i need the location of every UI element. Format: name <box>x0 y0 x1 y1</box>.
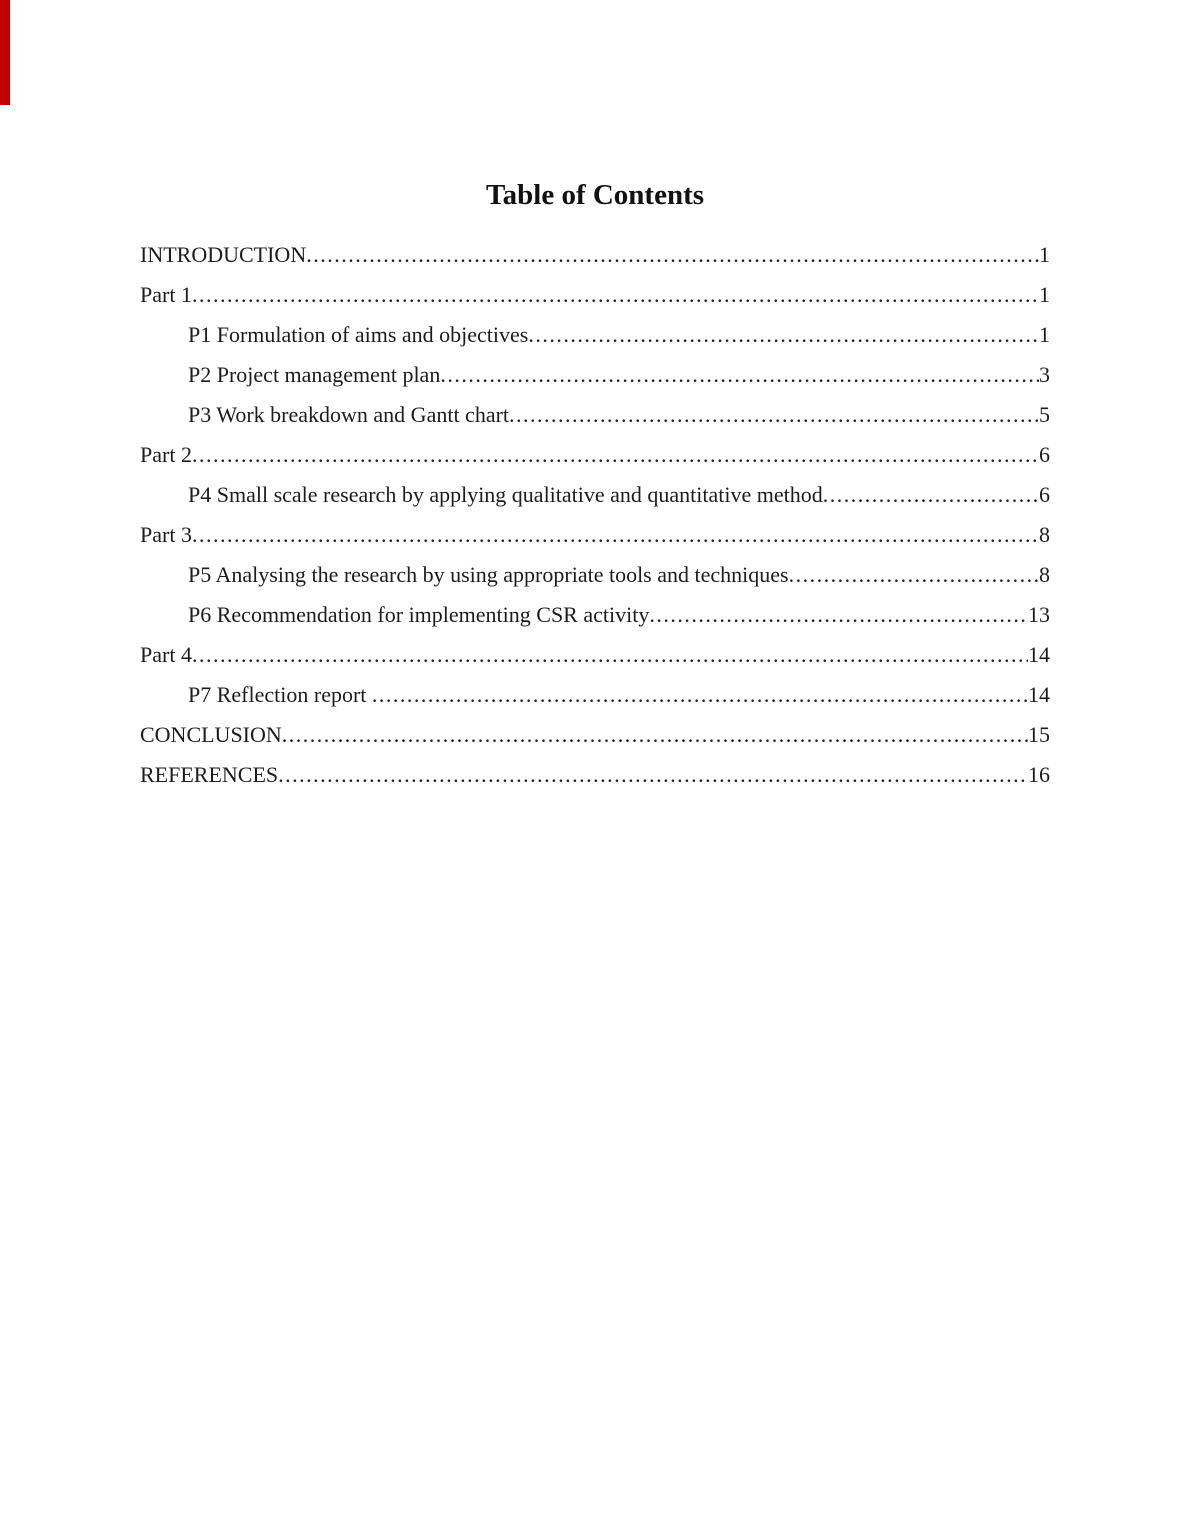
toc-page-number: 6 <box>1039 442 1050 468</box>
toc-page-number: 3 <box>1039 362 1050 388</box>
toc-entry[interactable] <box>140 715 1050 755</box>
toc-entry[interactable] <box>140 315 1050 355</box>
toc-entry-label: P4 Small scale research by applying qualitative and quantitative method <box>188 482 823 508</box>
toc-dot-leader <box>823 475 1039 515</box>
toc-dot-leader <box>282 715 1028 755</box>
toc-page-number: 8 <box>1039 522 1050 548</box>
toc-entry-label: INTRODUCTION <box>140 242 307 268</box>
toc-entry-label: CONCLUSION <box>140 722 282 748</box>
toc-page-number: 5 <box>1039 402 1050 428</box>
toc-dot-leader <box>509 395 1039 435</box>
toc-page-number: 1 <box>1039 282 1050 308</box>
toc-entry-label: Part 1 <box>140 282 192 308</box>
toc-page-number: 1 <box>1039 322 1050 348</box>
toc-entry-label: P7 Reflection report <box>188 682 372 708</box>
toc-dot-leader <box>440 355 1039 395</box>
toc-entry-label: P5 Analysing the research by using appropriate tools and techniques <box>188 562 789 588</box>
toc-entry-label: P1 Formulation of aims and objectives <box>188 322 529 348</box>
toc-entry[interactable] <box>140 235 1050 275</box>
toc-page-number: 14 <box>1028 682 1050 708</box>
toc-entry-label: P3 Work breakdown and Gantt chart <box>188 402 510 428</box>
toc-entry[interactable] <box>140 675 1050 715</box>
toc-entry-label: Part 2 <box>140 442 192 468</box>
toc-entry[interactable] <box>140 435 1050 475</box>
toc-dot-leader <box>528 315 1039 355</box>
toc-entry-label: P2 Project management plan <box>188 362 441 388</box>
toc-dot-leader <box>192 275 1039 315</box>
toc-entry-label: P6 Recommendation for implementing CSR activity <box>188 602 650 628</box>
toc-entry[interactable] <box>140 475 1050 515</box>
left-edge-marker <box>0 0 10 105</box>
toc-entry[interactable] <box>140 395 1050 435</box>
toc-entry[interactable] <box>140 755 1050 795</box>
toc-dot-leader <box>649 595 1028 635</box>
toc-entry[interactable] <box>140 515 1050 555</box>
toc-dot-leader <box>278 755 1028 795</box>
toc-entry[interactable] <box>140 595 1050 635</box>
toc-entry-label: Part 4 <box>140 642 192 668</box>
toc-page-number: 6 <box>1039 482 1050 508</box>
toc-entry[interactable] <box>140 275 1050 315</box>
page-title: Table of Contents <box>485 179 705 212</box>
toc-dot-leader <box>192 635 1028 675</box>
toc-page-number: 8 <box>1039 562 1050 588</box>
toc-page-number: 13 <box>1028 602 1050 628</box>
toc-entry[interactable] <box>140 635 1050 675</box>
toc-dot-leader <box>372 675 1028 715</box>
toc-entry-label: Part 3 <box>140 522 192 548</box>
toc-page-number: 16 <box>1028 762 1050 788</box>
toc-page-number: 15 <box>1028 722 1050 748</box>
toc-entry[interactable] <box>140 355 1050 395</box>
toc-dot-leader <box>306 235 1039 275</box>
toc-entry[interactable] <box>140 555 1050 595</box>
toc-dot-leader <box>192 515 1039 555</box>
toc-dot-leader <box>192 435 1039 475</box>
toc-page-number: 1 <box>1039 242 1050 268</box>
toc-entry-label: REFERENCES <box>140 762 279 788</box>
toc-list <box>140 235 1050 795</box>
toc-page-number: 14 <box>1028 642 1050 668</box>
toc-dot-leader <box>789 555 1039 595</box>
